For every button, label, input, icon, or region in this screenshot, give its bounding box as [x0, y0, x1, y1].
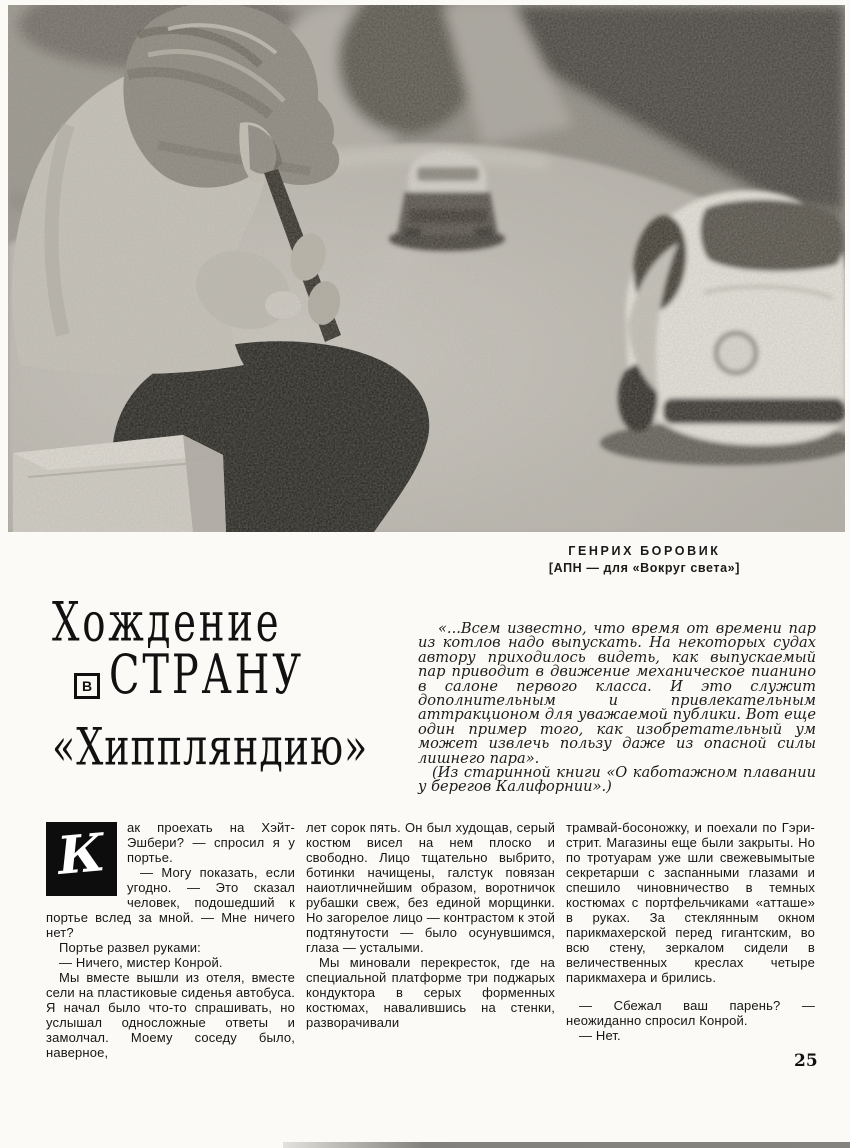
column-3: [566, 820, 815, 1060]
paragraph: — Сбежал ваш парень? — неожиданно спросил Конрой.: [566, 998, 815, 1028]
page-number: 25: [794, 1051, 818, 1071]
film-grain-overlay: [8, 5, 845, 532]
paragraph: — Ничего, мистер Конрой.: [59, 955, 223, 970]
paragraph: Портье развел руками:: [59, 940, 201, 955]
drop-cap-letter: К: [54, 822, 108, 887]
title-preposition: В: [81, 678, 93, 694]
article-body: [46, 820, 816, 1060]
photo-illustration: [8, 5, 845, 532]
drop-cap: [46, 822, 117, 896]
column-2: [306, 820, 555, 1060]
epigraph-quote: «...Всем известно, что время от времени пар из котлов надо выпускать. На некоторых судах автору приходилось видеть, как выпускаемый пар приводит в движение механическое пианино в салоне первого класса. И это служит дополнительным и привлекательным аттракционом для уважаемой публики. Вот еще один пример того, как изобретательный ум может извлечь пользу даже из опасной силы лишнего пара».: [418, 620, 816, 767]
epigraph: [418, 622, 816, 795]
column-1: [46, 820, 295, 1060]
paragraph: Мы вместе вышли из отеля, вместе сели на пластиковые сиденья автобуса. Я начал было что-то спрашивать, но услышал односложные ответы и замолчал. Моему соседу было, наверное,: [46, 970, 295, 1060]
title-line-3: «Хиппляндию»: [52, 718, 369, 778]
epigraph-attribution: (Из старинной книги «О каботажном плавании у берегов Калифорнии».): [418, 764, 816, 796]
byline: [549, 544, 740, 576]
article-title: [52, 586, 412, 778]
article-photo: [8, 5, 845, 532]
paragraph: — Могу показать, если угодно. — Это сказал человек, подошедший к портье вслед за мной. — Мне ничего нет?: [46, 865, 295, 940]
paragraph: Мы миновали перекресток, где на специальной платформе три поджарых кондуктора в серых форменных костюмах, навалившись на стенки, разворачивали: [306, 955, 555, 1030]
paragraph: ак проехать на Хэйт-Эшбери? — спросил я у портье.: [127, 820, 295, 865]
title-preposition-box: [74, 673, 100, 699]
paragraph: трамвай-босоножку, и поехали по Гэри-стрит. Магазины еще были закрыты. Но по тротуарам уже шли свежевымытые секретарши с заспанными глазами и спешило чиновничество в темных костюмах с портфельчиками «атташе» в руках. За стеклянным окном парикмахерской перед гигантским, во всю стену, зеркалом сидели в величественных креслах четыре парикмахера и брились.: [566, 820, 815, 985]
title-line-2-text: СТРАНУ: [109, 642, 304, 706]
bottom-scan-strip: [283, 1142, 850, 1148]
paragraph: — Нет.: [579, 1028, 621, 1043]
byline-agency: [АПН — для «Вокруг света»]: [548, 561, 740, 575]
byline-author: ГЕНРИХ БОРОВИК: [568, 544, 721, 558]
title-line-1: Хождение: [52, 589, 282, 654]
paragraph: лет сорок пять. Он был худощав, серый костюм висел на нем плоско и свободно. Лицо тщательно выбрито, ботинки начищены, галстук повязан наиотличнейшим образом, воротничок рубашки свеж, без единой морщинки. Но загорелое лицо — контрастом к этой подтянутости — было осунувшимся, глаза — усталыми.: [306, 820, 555, 955]
